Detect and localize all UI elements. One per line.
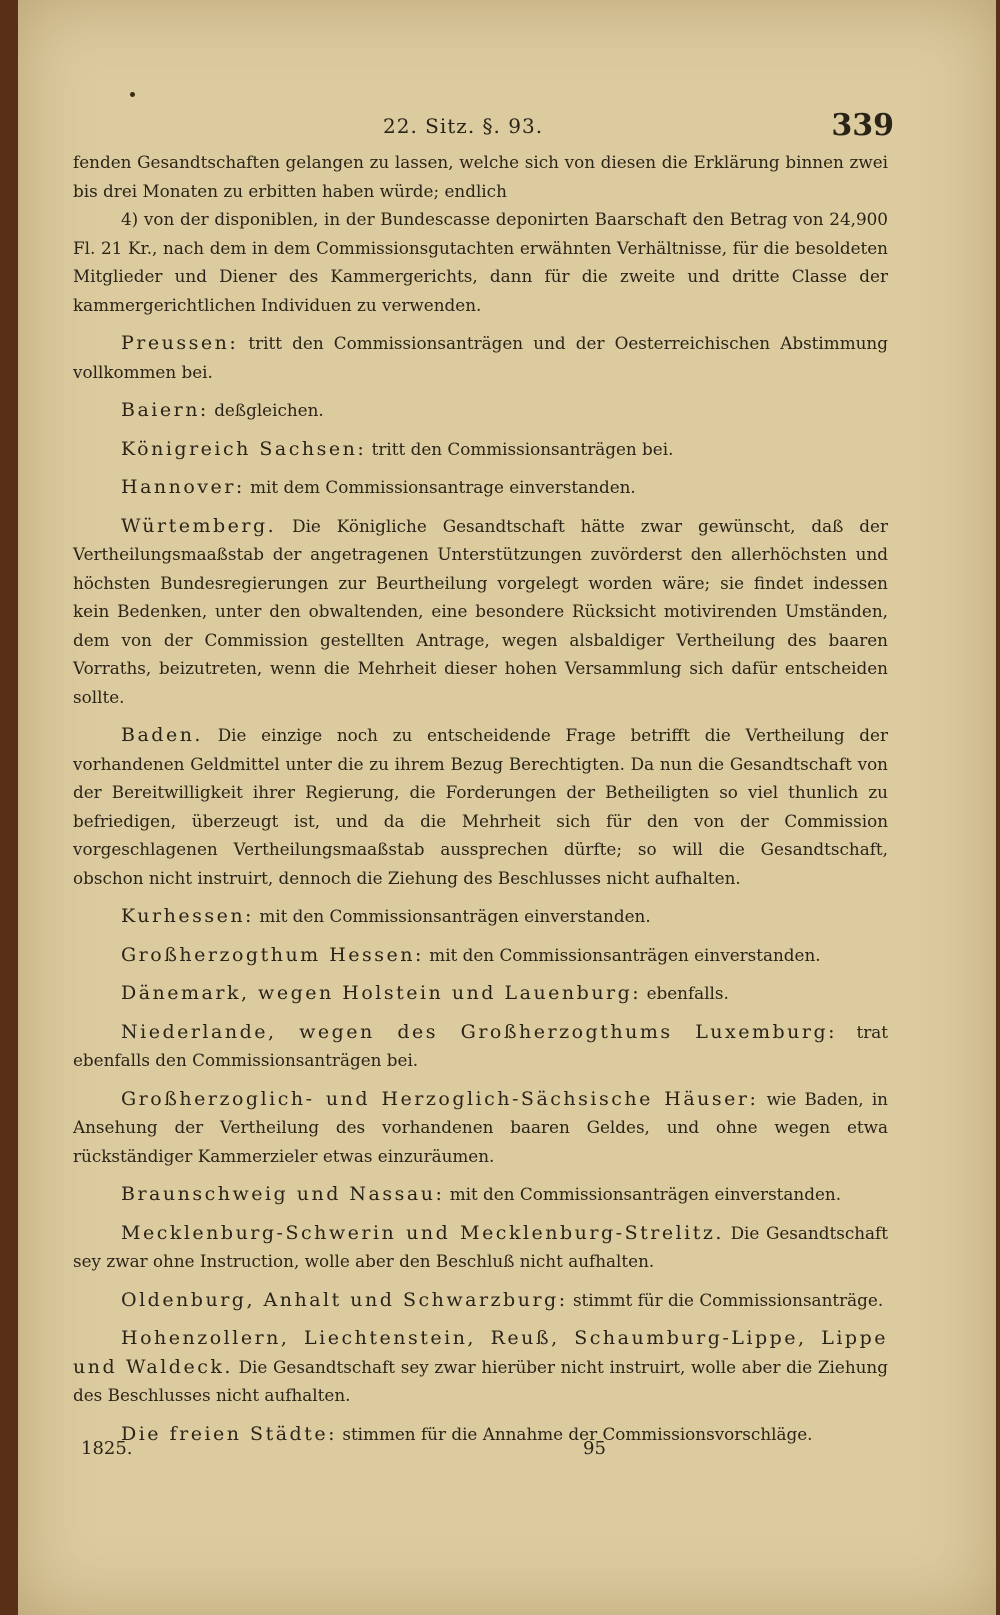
state-label: Würtemberg. (121, 514, 277, 537)
running-title: 22. Sitz. §. 93. (383, 114, 544, 138)
state-label: Niederlande, wegen des Großherzogthums Luxemburg: (121, 1020, 838, 1043)
state-label: Königreich Sachsen: (121, 437, 367, 460)
vote-text: Die Königliche Gesandtschaft hätte zwar gewünscht, daß der Vertheilungsmaaßstab der angetragenen Unterstützungen zuvörderst den allerhöchsten und höchsten Bundesregierungen zur Beurtheilung vorgelegt worden wäre; sie findet indessen kein Bedenken, unter den obwaltenden, eine besondere Rücksicht motivirenden Umständen, dem von der Commission gestellten Antrage, wegen alsbaldiger Vertheilung des baaren Vorraths, beizutreten, wenn die Mehrheit dieser hohen Versammlung sich dafür entscheiden sollte. (73, 515, 888, 707)
page-number: 339 (831, 108, 894, 143)
state-label: Großherzoglich- und Herzoglich-Sächsische Häuser: (121, 1087, 759, 1110)
vote-text: mit dem Commissionsantrage einverstanden. (250, 477, 636, 497)
vote-text: Die Gesandtschaft sey zwar hierüber nicht instruirt, wolle aber die Ziehung des Beschlusses nicht aufhalten. (73, 1356, 888, 1405)
vote-text: mit den Commissionsanträgen einverstanden. (259, 906, 651, 926)
vote-paragraph (73, 979, 888, 1008)
vote-paragraph (73, 1018, 888, 1075)
signature-mark: 95 (583, 1438, 606, 1459)
vote-paragraph (73, 721, 888, 892)
ink-speck (130, 92, 135, 97)
vote-paragraph (73, 1219, 888, 1276)
state-label: Großherzogthum Hessen: (121, 943, 424, 966)
footer-year: 1825. (81, 1438, 133, 1459)
vote-paragraph (73, 941, 888, 970)
vote-paragraph (73, 329, 888, 386)
paragraph-text: 4) von der disponiblen, in der Bundescasse deponirten Baarschaft den Betrag von 24,900 Fl. 21 Kr., nach dem in dem Commissionsgutachten erwähnten Verhältnisse, für die besoldeten Mitglieder und Diener des Kammergerichts, dann für die zweite und dritte Classe der kammergerichtlichen Individuen zu verwenden. (73, 209, 888, 315)
vote-paragraph (73, 396, 888, 425)
vote-text: mit den Commissionsanträgen einverstanden. (449, 1184, 842, 1204)
state-label: Mecklenburg-Schwerin und Mecklenburg-Strelitz. (121, 1221, 724, 1244)
page-footer (18, 1438, 996, 1468)
state-label: Dänemark, wegen Holstein und Lauenburg: (121, 982, 642, 1004)
vote-paragraph (73, 1180, 888, 1209)
state-label: Hannover: (121, 476, 245, 498)
state-label: Kurhessen: (121, 905, 254, 927)
state-label: Baden. (121, 724, 203, 746)
document-page (18, 0, 996, 1615)
vote-paragraph (73, 512, 888, 712)
vote-text: Die Gesandtschaft sey zwar ohne Instruction, wolle aber den Beschluß nicht aufhalten. (73, 1222, 888, 1271)
vote-text: deßgleichen. (214, 400, 324, 420)
paragraph-text: fenden Gesandtschaften gelangen zu lassen, welche sich von diesen die Erklärung binnen zwei bis drei Monaten zu erbitten haben würde; endlich (73, 152, 888, 201)
state-label: Preussen: (121, 332, 239, 354)
page-header (18, 108, 996, 148)
paragraph (73, 148, 888, 205)
vote-paragraph (73, 1286, 888, 1315)
vote-text: stimmt für die Commissionsanträge. (572, 1289, 884, 1310)
state-label: Oldenburg, Anhalt und Schwarzburg: (121, 1288, 568, 1311)
page-body (73, 148, 888, 1448)
vote-text: wie Baden, in Ansehung der Vertheilung des vorhandenen baaren Geldes, und ohne wegen etwa rückständiger Kammerzieler etwas einzuräumen. (73, 1088, 888, 1166)
vote-text: ebenfalls. (646, 983, 729, 1003)
vote-text: Die einzige noch zu entscheidende Frage betrifft die Vertheilung der vorhandenen Geldmittel unter die zu ihrem Bezug Berechtigten. Da nun die Gesandtschaft von der Bereitwilligkeit ihrer Regierung, die Forderungen der Betheiligten so viel thunlich zu befriedigen, überzeugt ist, und da die Mehrheit sich für den von der Commission vorgeschlagenen Vertheilungsmaaßstab aussprechen dürfte; so will die Gesandtschaft, obschon nicht instruirt, dennoch die Ziehung des Beschlusses nicht aufhalten. (73, 725, 888, 888)
vote-text: mit den Commissionsanträgen einverstanden. (429, 944, 821, 965)
state-label: Die freien Städte: (121, 1422, 337, 1445)
vote-paragraph (73, 473, 888, 502)
vote-text: tritt den Commissionsanträgen bei. (371, 438, 674, 459)
paragraph (73, 205, 888, 319)
vote-text: stimmen für die Annahme der Commissionsvorschläge. (342, 1423, 813, 1444)
vote-paragraph (73, 435, 888, 464)
vote-paragraph (73, 902, 888, 931)
vote-paragraph (73, 1324, 888, 1410)
vote-paragraph (73, 1085, 888, 1171)
vote-text: tritt den Commissionsanträgen und der Oesterreichischen Abstimmung vollkommen bei. (73, 333, 888, 382)
state-label: Hohenzollern, Liechtenstein, Reuß, Schaumburg-Lippe, Lippe und Waldeck. (73, 1327, 888, 1378)
state-label: Braunschweig und Nassau: (121, 1183, 445, 1205)
state-label: Baiern: (121, 399, 209, 421)
vote-text: trat ebenfalls den Commissionsanträgen bei. (73, 1021, 888, 1070)
